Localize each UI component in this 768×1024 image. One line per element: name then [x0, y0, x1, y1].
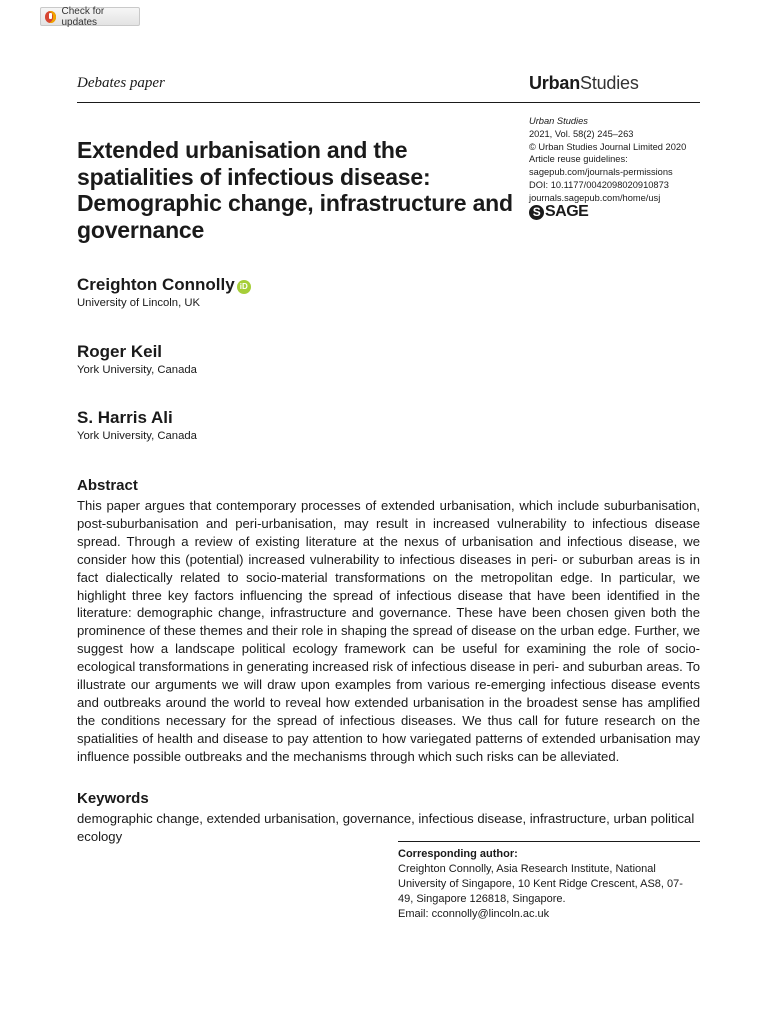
meta-permissions-link[interactable]: sagepub.com/journals-permissions [529, 167, 673, 178]
journal-logo [529, 73, 639, 94]
journal-logo-bold: Urban [529, 73, 581, 93]
abstract-text: This paper argues that contemporary processes of extended urbanisation, which include suburbanisation, post-suburbanisation and peri-urbanisation, may result in increased vulnerability to infectious disease spread. Through a review of existing literature at the nexus of urbanisation and infectious disease, we consider how this (potential) increased vulnerability to infectious diseases in peri- or suburban areas is in fact dialectically related to socio-material transformations on the metropolitan edge. In particular, we highlight three key factors influencing the spread of infectious disease that have been identified in the literature: demographic change, infrastructure and governance. These have been chosen given both the prominence of these themes and their role in shaping the spread of disease on the urban edge. Further, we suggest how a landscape political ecology framework can be useful for examining the role of socio-ecological transformations in generating increased risk of infectious disease in peri- and suburban areas. To illustrate our arguments we will draw upon examples from various re-emerging infectious disease events and outbreaks around the world to reveal how extended urbanisation in the broadest sense has amplified the conditions necessary for the spread of infectious diseases. We thus call for future research on the spatialities of health and disease to pay attention to how variegated patterns of extended urbanisation may influence possible outbreaks and the mechanisms through which such risks can be alleviated. [77, 498, 700, 764]
publisher-logo [529, 203, 588, 221]
author-1-name: Creighton Connolly [77, 275, 235, 294]
corresponding-line-3: 49, Singapore 126818, Singapore. [398, 893, 566, 905]
author-name [77, 275, 251, 295]
meta-doi-link[interactable]: DOI: 10.1177/0042098020910873 [529, 179, 669, 190]
sage-logo-icon: S [529, 205, 544, 220]
section-label: Debates paper [77, 75, 165, 91]
corresponding-heading: Corresponding author: [398, 848, 518, 860]
author-3-name: S. Harris Ali [77, 408, 173, 427]
author-1-affiliation: University of Lincoln, UK [77, 297, 201, 309]
meta-homepage-link[interactable]: journals.sagepub.com/home/usj [529, 192, 661, 203]
author-2-name: Roger Keil [77, 342, 163, 361]
keywords-heading: Keywords [77, 790, 149, 807]
meta-volume: 2021, Vol. 58(2) 245–263 [529, 128, 634, 139]
publisher-name: SAGE [545, 203, 589, 220]
corresponding-line-2: University of Singapore, 10 Kent Ridge Crescent, AS8, 07- [398, 878, 683, 890]
corresponding-line-1: Creighton Connolly, Asia Research Institute, National [398, 863, 656, 875]
update-badge-icon [45, 11, 56, 23]
keywords-text: demographic change, extended urbanisation, governance, infectious disease, infrastructure, urban political ecology [77, 811, 695, 844]
abstract-heading: Abstract [77, 477, 138, 494]
meta-journal: Urban Studies [529, 116, 588, 126]
header-divider [77, 102, 700, 103]
author-3-affiliation: York University, Canada [77, 430, 197, 442]
meta-reuse: Article reuse guidelines: [529, 154, 628, 165]
meta-copyright: © Urban Studies Journal Limited 2020 [529, 141, 687, 152]
corresponding-email[interactable]: Email: cconnolly@lincoln.ac.uk [398, 908, 550, 920]
check-for-updates-button[interactable] [40, 7, 140, 26]
orcid-icon[interactable]: iD [237, 280, 251, 294]
article-title: Extended urbanisation and the spatialities of infectious disease: Demographic change, infrastructure and governance [77, 137, 513, 243]
corresponding-author-block [398, 847, 700, 922]
journal-metadata [529, 115, 709, 205]
journal-logo-light: Studies [580, 73, 639, 93]
check-for-updates-label: Check for updates [61, 5, 105, 28]
corresponding-divider [398, 841, 700, 842]
author-2-affiliation: York University, Canada [77, 364, 197, 376]
